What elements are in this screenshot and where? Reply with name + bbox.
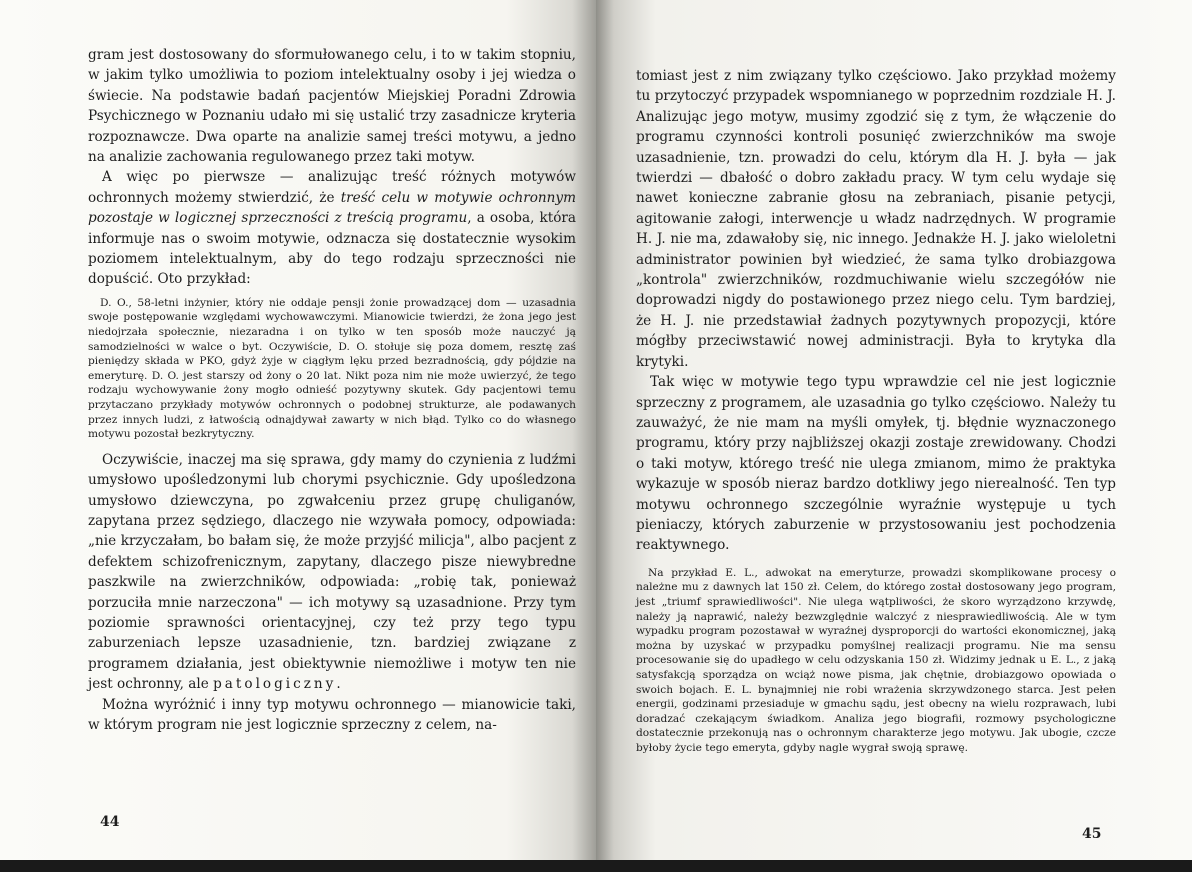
right-text-column — [636, 66, 1116, 763]
right-page-number: 45 — [1082, 826, 1102, 842]
left-paragraph-4: Można wyróżnić i inny typ motywu ochronnego — mianowicie taki, w którym program nie jest logicznie sprzeczny z celem, na- — [88, 696, 576, 734]
left-paragraph-3-end: . — [336, 676, 341, 693]
left-paragraph-2 — [88, 167, 576, 289]
left-paragraph-1: gram jest dostosowany do sformułowanego celu, i to w takim stopniu, w jakim tylko umożliwia to poziom intelektualny osoby i jej wiedza o świecie. Na podstawie badań pacjentów Miejskiej Poradni Zdrowia Psychicznego w Poznaniu udało mi się ustalić trzy zasadnicze kryteria rozpoznawcze. Dwa oparte na analizie samej treści motywu, a jedno na analizie zachowania regulowanego przez taki motyw. — [88, 47, 576, 166]
left-paragraph-3 — [88, 450, 576, 695]
left-text-column — [88, 45, 576, 736]
right-paragraph-2: Tak więc w motywie tego typu wprawdzie cel nie jest logicznie sprzeczny z programem, ale uzasadnia go tylko częściowo. Należy tu zauważyć, że nie mam na myśli omyłek, tj. błędnie wyznaczonego programu, który przy najbliższej okazji zostaje zrewidowany. Chodzi o taki motyw, którego treść nie ulega zmianom, mimo że praktyka wykazuje w sposób nieraz bardzo dotkliwy jego nierealność. Ten typ motywu ochronnego szczególnie wyraźnie występuje u tych pieniaczy, których zaburzenie w przystosowaniu jest pochodzenia reaktywnego. — [636, 374, 1116, 554]
left-paragraph-3-spaced-word: patologiczny — [213, 676, 337, 693]
right-page — [596, 0, 1192, 872]
left-paragraph-3-start: Oczywiście, inaczej ma się sprawa, gdy mamy do czynienia z ludźmi umysłowo upośledzonymi lub chorymi psychicznie. Gdy upośledzona umysłowo dziewczyna, po zgwałceniu przez grupę chuliganów, zapytana przez sędziego, dlaczego nie wzywała pomocy, odpowiada: „nie krzyczałam, bo bałam się, że może przyjść milicja", albo pacjent z defektem schizofrenicznym, zapytany, dlaczego pisze niewybredne paszkwile na zwierzchników, odpowiada: „robię tak, ponieważ porzuciła mnie narzeczona" — ich motywy są uzasadnione. Przy tym poziomie sprawności orientacyjnej, czy też przy tego typu zaburzeniach lepsze uzasadnienie, tzn. bardziej związane z programem działania, jest obiektywnie niemożliwe i motyw ten nie jest ochronny, ale — [88, 451, 576, 693]
scan-bottom-edge — [0, 860, 1192, 872]
left-paragraph-2-start: A więc po pierwsze — analizując treść różnych motywów ochronnych możemy stwierdzić, że — [88, 169, 576, 206]
left-paragraph-2-end: , a osoba, która informuje nas o swoim motywie, odznacza się dostatecznie wysokim poziomem intelektualnym, aby do tego rodzaju sprzeczności nie dopuścić. Oto przykład: — [88, 210, 576, 288]
left-paragraph-2-italic: treść celu w motywie ochronnym pozostaje w logicznej sprzeczności z treścią programu — [88, 189, 576, 227]
right-example-el: Na przykład E. L., adwokat na emeryturze, prowadzi skomplikowane procesy o należne mu z dawnych lat 150 zł. Celem, do którego został dostosowany jego program, jest „triumf sprawiedliwości". Nie ulega wątpliwości, że skoro wyrządzono krzywdę, należy ją naprawić, należy bezwzględnie walczyć z niesprawiedliwością. Ale w tym wypadku program pozostawał w wyraźnej dysproporcji do wartości ekonomicznej, jaką można by uzyskać w przypadku pomyślnej realizacji programu. Nie ma sensu procesowanie się do upadłego w celu odzyskania 150 zł. Widzimy jednak u E. L., z jaką satysfakcją sporządza on wciąż nowe pisma, jak chętnie, drobiazgowo opowiada o swoich bojach. E. L. bynajmniej nie robi wrażenia skrzywdzonego starca. Jest pełen energii, godzinami przesiaduje w gmachu sądu, jest obecny na wielu rozprawach, lubi doradzać czekającym świadkom. Analiza jego biografii, rozmowy psychologiczne dostatecznie przekonują nas o ochronnym charakterze jego motywu. Jak ubogie, czcze byłoby życie tego emeryta, gdyby nagle wygrał swoją sprawę. — [636, 566, 1116, 754]
left-page-number: 44 — [100, 814, 120, 830]
right-paragraph-1: tomiast jest z nim związany tylko częściowo. Jako przykład możemy tu przytoczyć przypadek wspomnianego w poprzednim rozdziale H. J. Analizując jego motyw, musimy zgodzić się z tym, że włączenie do programu czynności kontroli posunięć zwierzchników ma swoje uzasadnienie, tzn. prowadzi do celu, którym dla H. J. była — jak twierdzi — dbałość o dobro zakładu pracy. W tym celu wydaje się nawet konieczne zabranie głosu na zebraniach, pisanie petycji, agitowanie załogi, interwencje u władz nadrzędnych. W programie H. J. nie ma, zdawałoby się, nic innego. Jednakże H. J. jako wieloletni administrator powinien był wiedzieć, że sama tylko drobiazgowa „kontrola" zwierzchników, rozdmuchiwanie wielu szczegółów nie doprowadzi nigdy do postawionego przez niego celu. Tym bardziej, że H. J. nie przedstawiał żadnych pozytywnych propozycji, które mógłby przeciwstawić nowej administracji. Była to krytyka dla krytyki. — [636, 68, 1116, 370]
left-example-do: D. O., 58-letni inżynier, który nie oddaje pensji żonie prowadzącej dom — uzasadnia swoje postępowanie względami wychowawczymi. Mianowicie twierdzi, że żona jego jest niedojrzała społecznie, niezaradna i on tylko w ten sposób może nauczyć ją samodzielności w walce o byt. Oczywiście, D. O. stołuje się poza domem, resztę zaś pieniędzy składa w PKO, gdyż żyje w ciągłym lęku przed bezradnością, gdy pójdzie na emeryturę. D. O. jest starszy od żony o 20 lat. Nikt poza nim nie może uwierzyć, że tego rodzaju wychowywanie żony mogło odnieść pozytywny skutek. Gdy pacjentowi temu przytaczano przykłady motywów ochronnych o podobnej strukturze, ale podawanych przez innych ludzi, z łatwością odnajdywał zawarty w nich błąd. Tylko co do własnego motywu pozostał bezkrytyczny. — [88, 296, 576, 441]
